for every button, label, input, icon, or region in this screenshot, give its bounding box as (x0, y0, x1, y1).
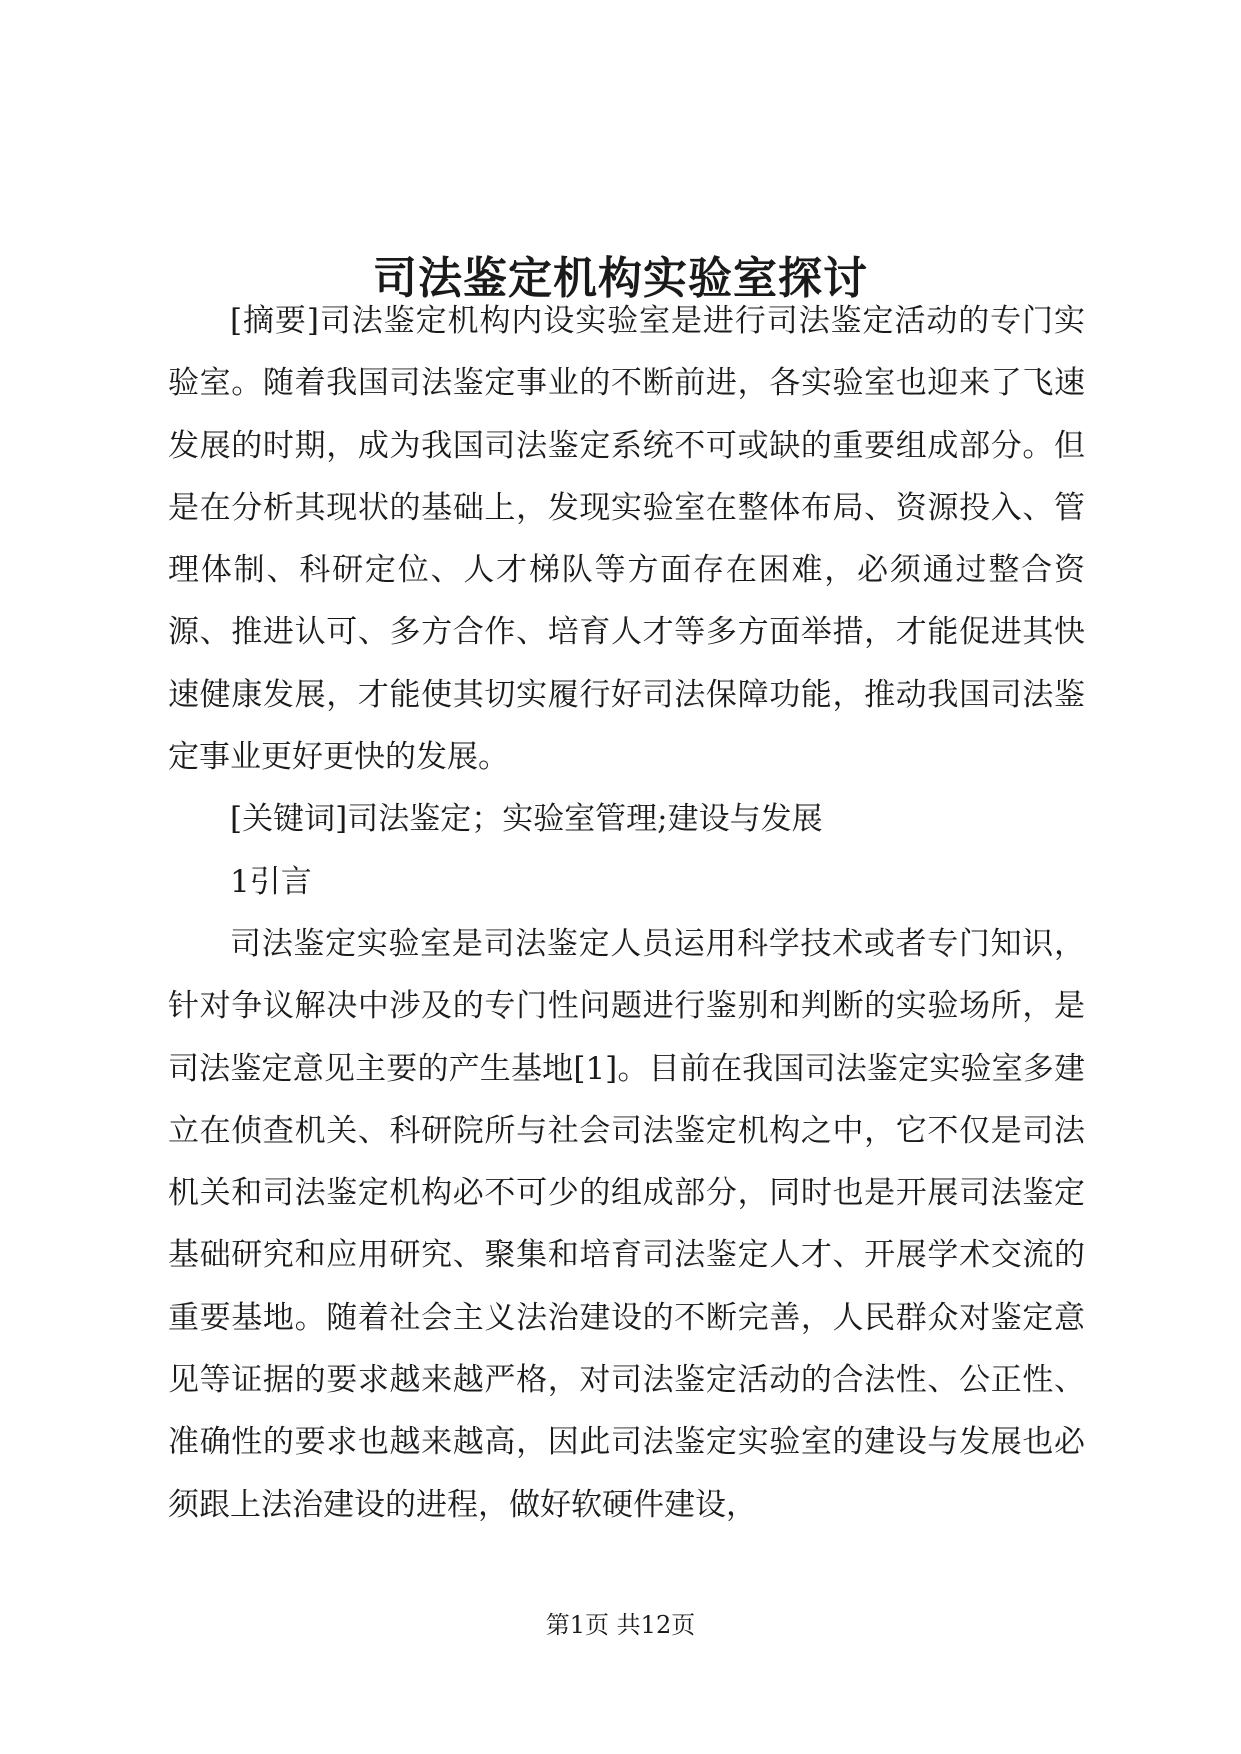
page-footer: 第1页 共12页 (545, 1611, 696, 1639)
keywords-paragraph: [关键词]司法鉴定；实验室管理;建设与发展 (230, 801, 823, 838)
document-body (168, 290, 1085, 1536)
abstract-paragraph: [摘要]司法鉴定机构内设实验室是进行司法鉴定活动的专门实验室。随着我国司法鉴定事业的不断前进，各实验室也迎来了飞速发展的时期，成为我国司法鉴定系统不可或缺的重要组成部分。但是在分析其现状的基础上，发现实验室在整体布局、资源投入、管理体制、科研定位、人才梯队等方面存在困难，必须通过整合资源、推进认可、多方合作、培育人才等多方面举措，才能促进其快速健康发展，才能使其切实履行好司法保障功能，推动我国司法鉴定事业更好更快的发展。 (168, 303, 1085, 776)
intro-paragraph: 司法鉴定实验室是司法鉴定人员运用科学技术或者专门知识，针对争议解决中涉及的专门性问题进行鉴别和判断的实验场所，是司法鉴定意见主要的产生基地[1]。目前在我国司法鉴定实验室多建立在侦查机关、科研院所与社会司法鉴定机构之中，它不仅是司法机关和司法鉴定机构必不可少的组成部分，同时也是开展司法鉴定基础研究和应用研究、聚集和培育司法鉴定人才、开展学术交流的重要基地。随着社会主义法治建设的不断完善，人民群众对鉴定意见等证据的要求越来越严格，对司法鉴定活动的合法性、公正性、准确性的要求也越来越高，因此司法鉴定实验室的建设与发展也必须跟上法治建设的进程，做好软硬件建设， (168, 925, 1085, 1523)
document-title: 司法鉴定机构实验室探讨 (373, 253, 868, 305)
section-heading: 1引言 (230, 863, 312, 900)
